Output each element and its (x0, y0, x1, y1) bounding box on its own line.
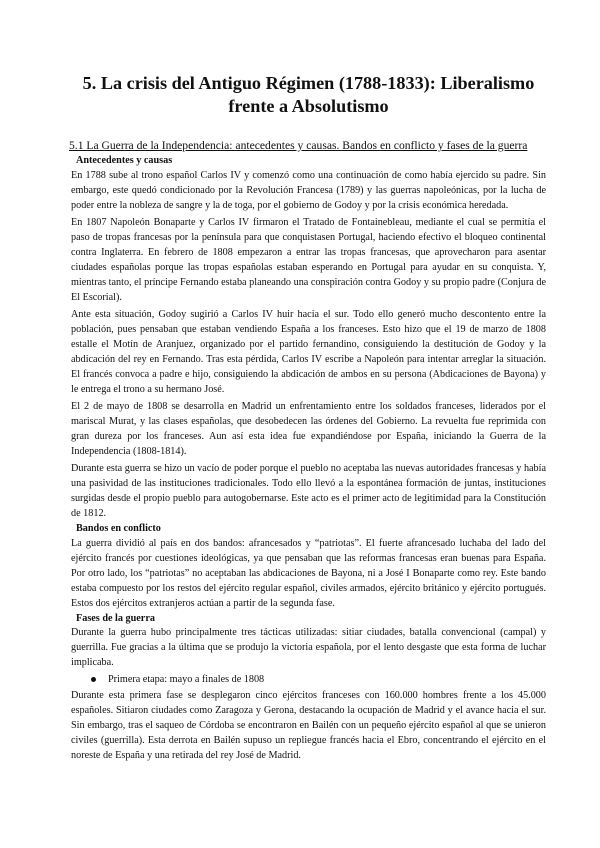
subheading-bandos: Bandos en conflicto (76, 522, 161, 534)
title-line-2: frente a Absolutismo (228, 96, 389, 116)
title-line-1: 5. La crisis del Antiguo Régimen (1788-1833): Liberalismo (82, 73, 535, 93)
paragraph-8: Durante esta primera fase se desplegaron cinco ejércitos franceses con 160.000 hombres frente a los 45.000 españoles. Sitiaron ciudades como Zaragoza y Gerona, destacando la ocupación de Madrid y el avance hacia el sur. Sin embargo, tras el saqueo de Córdoba se encontraron en Bailén con un pequeño ejército español al que se unieron civiles (guerrilla). Esta derrota en Bailén supuso un repliegue francés hacia el Ebro, concentrando el ejército en el noreste de España y una retirada del rey José de Madrid. (71, 690, 546, 762)
paragraph-2: En 1807 Napoleón Bonaparte y Carlos IV firmaron el Tratado de Fontainebleau, mediante el cual se permitía el paso de tropas francesas por la península para que conquistasen Portugal, haciendo efectivo el bloqueo continental contra Inglaterra. En febrero de 1808 empezaron a entrar las tropas francesas, que aprovecharon para asentar ciudades españolas porque las tropas españolas estaban esperando en Portugal para ayudar en su conquista. Y, mientras tanto, el príncipe Fernando estaba planeando una conspiración contra Godoy y su propio padre (Conjura de El Escorial). (71, 216, 546, 303)
section-heading: 5.1 La Guerra de la Independencia: antecedentes y causas. Bandos en conflicto y fases de la guerra (69, 139, 528, 152)
paragraph-7: Durante la guerra hubo principalmente tres tácticas utilizadas: sitiar ciudades, batalla convencional (campal) y guerrilla. Fue gracias a la última que se produjo la victoria española, por el lento desgaste que esta forma de luchar implicaba. (71, 627, 546, 669)
document-title (71, 72, 546, 118)
subheading-antecedentes: Antecedentes y causas (76, 155, 173, 166)
bullet-dot-icon (91, 677, 96, 682)
paragraph-5: Durante esta guerra se hizo un vacío de poder porque el pueblo no aceptaba las nuevas autoridades francesas y había una pasividad de las instituciones tradicionales. Todo ello llevó a la espontánea formación de juntas, instituciones surgidas desde el propio pueblo para autogobernarse. Este acto es el primer acto de legitimidad para la Constitución de 1812. (71, 462, 546, 519)
paragraph-4: El 2 de mayo de 1808 se desarrolla en Madrid un enfrentamiento entre los soldados franceses, liderados por el mariscal Murat, y las clases españolas, que desobedecen las órdenes del Gobierno. La revuelta fue reprimida con gran dureza por los franceses. Aun así esta idea fue expandiéndose por España, iniciando la Guerra de la Independencia (1808-1814). (71, 400, 546, 457)
subheading-fases: Fases de la guerra (76, 612, 155, 624)
bullet-text: Primera etapa: mayo a finales de 1808 (108, 674, 265, 686)
paragraph-3: Ante esta situación, Godoy sugirió a Carlos IV huir hacia el sur. Todo ello generó mucho descontento entre la población, pues pensaban que estaban vendiendo España a los franceses. Esto hizo que el 19 de marzo de 1808 estalle el Motín de Aranjuez, organizado por el partido fernandino, consiguiendo la destitución de Godoy y la abdicación del rey en Fernando. Tras esta pérdida, Carlos IV escribe a Napoleón para intentar arreglar la situación. El francés convoca a padre e hijo, consiguiendo la abdicación de ambos en su persona (Abdicaciones de Bayona) y le entrega el trono a su hermano José. (71, 308, 546, 395)
paragraph-1: En 1788 sube al trono español Carlos IV y comenzó como una continuación de como había ejercido su padre. Sin embargo, este quedó condicionado por la Revolución Francesa (1789) y las guerras napoleónicas, por la lucha de poder entre la nobleza de sangre y la de toga, por el gobierno de Godoy y por la crisis económica heredada. (71, 169, 546, 211)
bullet-item (91, 672, 546, 687)
paragraph-6: La guerra dividió al país en dos bandos: afrancesados y “patriotas”. El fuerte afrancesado luchaba del lado del ejército francés por cuestiones ideológicas, ya que pensaban que las reformas francesas eran buenas para España. Por otro lado, los “patriotas” no aceptaban las abdicaciones de Bayona, ni a José I Bonaparte como rey. Este bando estaba compuesto por los restos del ejército regular español, civiles armados, ejército británico y ejército portugués. Estos dos ejércitos extranjeros actúan a partir de la segunda fase. (71, 537, 546, 609)
